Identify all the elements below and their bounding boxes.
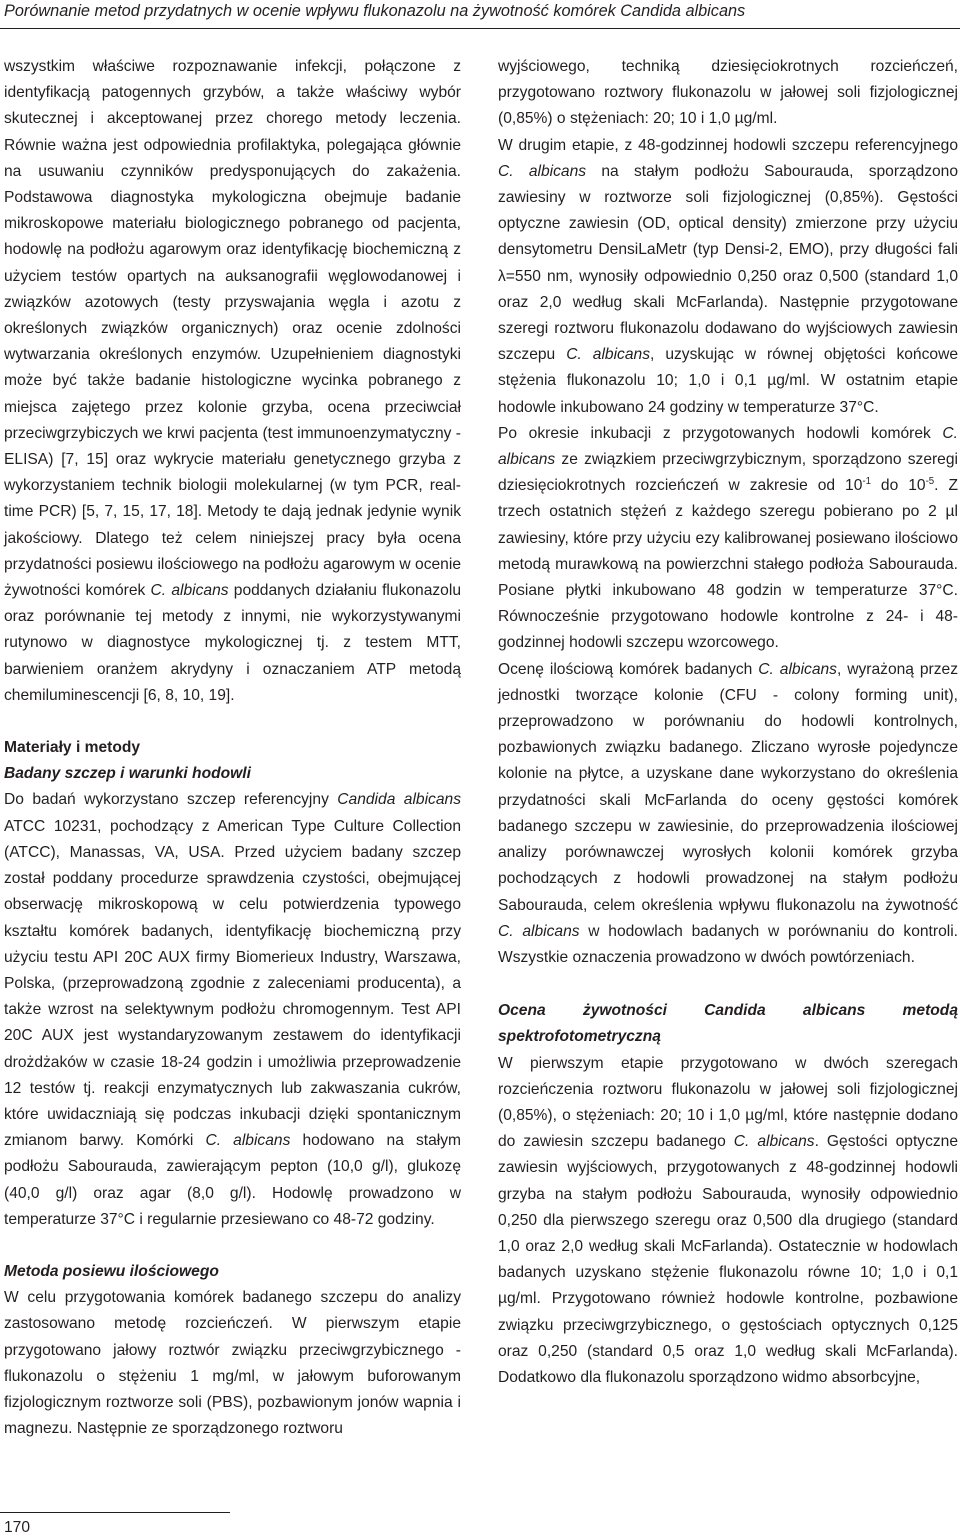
- subsection-title: Badany szczep i warunki hodowli: [4, 765, 251, 783]
- strain-paragraph: Do badań wykorzystano szczep referencyjny Candida albicans ATCC 10231, pochodzący z American Type Culture Collection (ATCC), Manassas, VA, USA. Przed użyciem badany szczep został poddany procedurze sprawdzenia czystości, obejmującej obserwację mikroskopową w celu potwierdzenia typowego kształtu komórek badanych, identyfikację biochemiczną przy użyciu testu API 20C AUX firmy Biomerieux Industry, Warszawa, Polska, (przeprowadzoną zgodnie z zaleceniami producenta), a także wzrost na selektywnym podłożu chromogennym. Test API 20C AUX jest wystandaryzowanym zestawem do identyfikacji drożdżaków w czasie 18-24 godzin i umożliwia przeprowadzenie 12 testów tj. reakcji enzymatycznych lub zakwaszania cukrów, które uwidaczniają się podczas inkubacji dzięki spontanicznym zmianom barwy. Komórki C. albicans hodowano na stałym podłożu Sabourauda, zawierającym pepton (10,0 g/l), glukozę (40,0 g/l) oraz agar (8,0 g/l). Hodowlę prowadzono w temperaturze 37°C i regularnie przesiewano co 48-72 godziny.: [4, 791, 462, 1228]
- paragraph: Po okresie inkubacji z przygotowanych hodowli komórek C. albicans ze związkiem przeciwgrzybicznym, sporządzono szeregi dziesięciokrotnych rozcieńczeń w zakresie od $10^{-1}$ do $10^{-5}$. Z trzech ostatnich stężeń z każdego szeregu pobierano po 2 µl zawiesiny, które przy użyciu ezy kalibrowanej posiewano ilościowo metodą murawkową na powierzchni stałego podłoża Sabourauda. Posiane płytki inkubowano 48 godzin w temperaturze 37°C. Równocześnie przygotowano hodowle kontrolne z 24- i 48-godzinnej hodowli szczepu wzorcowego.: [498, 424, 958, 652]
- left-column: [4, 54, 461, 1442]
- paragraph: wyjściowego, techniką dziesięciokrotnych rozcieńczeń, przygotowano roztwory flukonazolu w jałowej soli fizjologicznej (0,85%) o stężeniach: 20; 10 i 1,0 µg/ml.: [498, 58, 958, 128]
- running-header: Porównanie metod przydatnych w ocenie wpływu flukonazolu na żywotność komórek Candida albicans: [4, 2, 746, 20]
- page-number: 170: [4, 1519, 31, 1536]
- intro-paragraph: wszystkim właściwe rozpoznawanie infekcji, połączone z identyfikacją patogennych grzybów, a także właściwy wybór skutecznej i akceptowanej przez chorego metody leczenia. Równie ważna jest odpowiednia profilaktyka, polegająca głównie na usuwaniu czynników predysponujących do zakażenia. Podstawowa diagnostyka mykologiczna obejmuje badanie mikroskopowe materiału biologicznego pobranego od pacjenta, hodowlę na podłożu agarowym oraz identyfikację biochemiczną z użyciem testów opartych na auksanografii węglowodanowej i związków azotowych (testy przyswajania węgla i azotu z określonych związków organicznych) oraz ocenie zdolności wytwarzania określonych enzymów. Uzupełnieniem diagnostyki może być także badanie histologiczne wycinka pobranego z miejsca zajętego przez kolonie grzyba, ocena przeciwciał przeciwgrzybiczych we krwi pacjenta (test immunoenzymatyczny - ELISA) [7, 15] oraz wykrycie materiału genetycznego grzyba z wykorzystaniem technik biologii molekularnej (w tym PCR, real-time PCR) [5, 7, 15, 17, 18]. Metody te dają jednak jedynie wynik jakościowy. Dlatego też celem niniejszej pracy była ocena przydatności posiewu ilościowego na podłożu agarowym w ocenie żywotności komórek C. albicans poddanych działaniu flukonazolu oraz porównanie tej metody z innymi, nie wykorzystywanymi rutynowo w diagnostyce mykologicznej tj. z testem MTT, barwieniem oranżem akrydyny i oznaczaniem ATP metodą chemiluminescencji [6, 8, 10, 19].: [4, 58, 461, 704]
- quantitative-method-paragraph: W celu przygotowania komórek badanego szczepu do analizy zastosowano metodę rozcieńczeń. W pierwszym etapie przygotowano jałowy roztwór związku przeciwgrzybicznego - flukonazolu o stężeniu 1 mg/ml, w jałowym buforowanym fizjologicznym roztworze soli (PBS), pozbawionym jonów wapnia i magnezu. Następnie ze sporządzonego roztworu: [4, 1289, 461, 1438]
- subsection-title: Metoda posiewu ilościowego: [4, 1262, 219, 1280]
- header-rule: [0, 28, 960, 29]
- paragraph: Ocenę ilościową komórek badanych C. albicans, wyrażoną przez jednostki tworzące kolonie (CFU - colony forming unit), przeprowadzono w porównaniu do hodowli kontrolnych, pozbawionych związku badanego. Zliczano wyrosłe pojedyncze kolonie na płytce, a uzyskane dane wykorzystano do określenia przydatności skali McFarlanda do oceny gęstości komórek badanego szczepu w zawiesinie, do przeprowadzenia ilościowej analizy porównawczej wyrosłych kolonii komórek grzyba pochodzących z hodowli prowadzonej na stałym podłożu Sabourauda, celem określenia wpływu flukonazolu na żywotność C. albicans w hodowlach badanych w porównaniu do kontroli. Wszystkie oznaczenia prowadzono w dwóch powtórzeniach.: [498, 660, 958, 966]
- footer-rule: [0, 1512, 230, 1513]
- paragraph: W drugim etapie, z 48-godzinnej hodowli szczepu referencyjnego C. albicans na stałym podłożu Sabourauda, sporządzono zawiesiny w roztworze soli fizjologicznej (0,85%). Gęstości optyczne zawiesin (OD, optical density) zmierzone przy użyciu densytometru DensiLaMetr (typ Densi-2, EMO), przy długości fali λ=550 nm, wynosiły odpowiednio 0,250 oraz 0,500 (standard 1,0 oraz 2,0 według skali McFarlanda). Następnie przygotowane szeregi roztworu flukonazolu dodawano do wyjściowych zawiesin szczepu C. albicans, uzyskując w równej objętości końcowe stężenia flukonazolu 10; 1,0 i 0,1 µg/ml. W ostatnim etapie hodowle inkubowano 24 godziny w temperaturze 37°C.: [498, 136, 959, 416]
- section-title: Materiały i metody: [4, 739, 141, 757]
- right-column: [498, 54, 958, 1391]
- paragraph: W pierwszym etapie przygotowano w dwóch szeregach rozcieńczenia roztworu flukonazolu w jałowej soli fizjologicznej (0,85%), o stężeniach: 20; 10 i 1,0 µg/ml, które następnie dodano do zawiesin szczepu badanego C. albicans. Gęstości optyczne zawiesin wyjściowych, przygotowanych z 48-godzinnej hodowli grzyba na stałym podłożu Sabourauda, wynosiły odpowiednio 0,250 dla pierwszego szeregu oraz 0,500 dla drugiego (standard 1,0 oraz 2,0 według skali McFarlanda). Ostatecznie w hodowlach badanych uzyskano stężenie flukonazolu równe 10; 1,0 i 0,1 µg/ml. Przygotowano również hodowle kontrolne, pozbawione związku przeciwgrzybicznego, o gęstościach optycznych 0,125 oraz 0,250 (standard 0,5 oraz 1,0 według skali McFarlanda). Dodatkowo dla flukonazolu sporządzono widmo absorbcyjne,: [498, 1054, 959, 1386]
- subsection-title: Ocena żywotności Candida albicans metodą spektrofotometryczną: [498, 1002, 958, 1046]
